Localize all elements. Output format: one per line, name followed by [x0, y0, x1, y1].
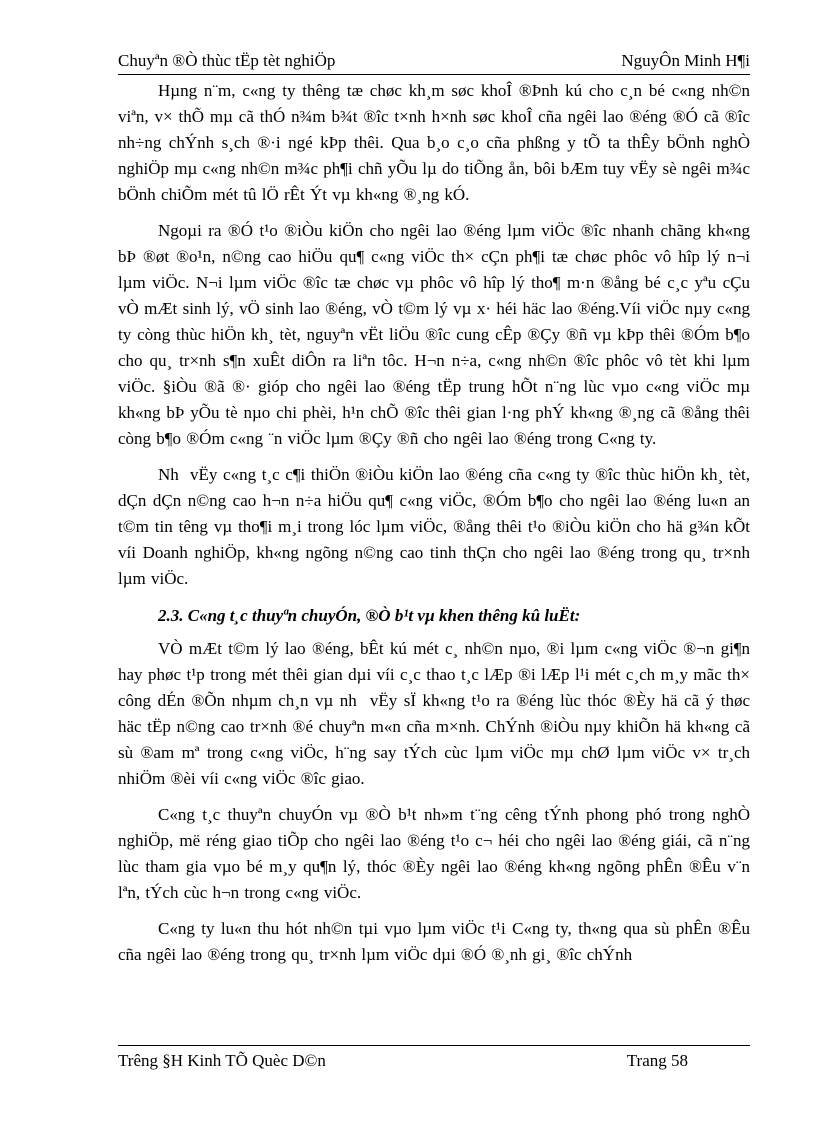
header-title: Chuyªn ®Ò thùc tËp tèt nghiÖp [118, 51, 336, 70]
paragraph-1: Hµng n¨m, c«ng ty thêng tæ chøc kh¸m søc khoÎ ®Þnh kú cho c¸n bé c«ng nh©n viªn, v× thÕ mµ cã thÓ n¾m b¾t ®îc t×nh h×nh søc khoÎ cña ngêi lao ®éng ®Ó cã ®îc nh÷ng chÝnh s¸ch ®·i ngé kÞp thêi. Qua b¸o c¸o cña phßng y tÕ ta thÊy bÖnh nghÒ nghiÖp mµ c«ng nh©n m¾c ph¶i chñ yÕu lµ do tiÕng ån, bôi bÆm tuy vËy sè ngêi m¾c bÖnh chiÕm mét tû lÖ rÊt Ýt vµ kh«ng ®¸ng kÓ. [118, 81, 750, 204]
document-body [118, 78, 750, 978]
paragraph-3: Nh vËy c«ng t¸c c¶i thiÖn ®iÒu kiÖn lao ®éng cña c«ng ty ®îc thùc hiÖn kh¸ tèt, dÇn dÇn n©ng cao h¬n n÷a hiÖu qu¶ c«ng viÖc, ®Óm b¶o cho ngêi lao ®éng lu«n an t©m tin têng vµ tho¶i m¸i trong lóc lµm viÖc, ®ång thêi t¹o ®iÒu kiÖn cho hä g¾n kÕt víi Doanh nghiÖp, kh«ng ngõng n©ng cao tinh thÇn cho ngêi lao ®éng trong qu¸ tr×nh lµm viÖc. [118, 465, 750, 588]
footer-school: Trêng §H Kinh TÕ Quèc D©n [118, 1051, 326, 1070]
page-footer [118, 1045, 750, 1074]
header-author: NguyÔn Minh H¶i [621, 51, 750, 70]
paragraph-4: VÒ mÆt t©m lý lao ®éng, bÊt kú mét c¸ nh©n nµo, ®i lµm c«ng viÖc ®¬n gi¶n hay phøc t¹p trong mét thêi gian dµi víi c¸c thao t¸c lÆp ®i lÆp l¹i mét c¸ch m¸y mãc th× công dÉn ®Õn nhµm ch¸n vµ nh vËy sÏ kh«ng t¹o ra ®éng lùc thóc ®Èy hä cã ý thøc häc tËp n©ng cao tr×nh ®é chuyªn m«n cña m×nh. ChÝnh ®iÒu nµy khiÕn hä kh«ng cã sù ®am mª trong c«ng viÖc, h¨ng say tÝch cùc lµm viÖc mµ chØ lµm viÖc v× tr¸ch nhiÖm ®èi víi c«ng viÖc ®îc giao. [118, 639, 750, 788]
page-header [118, 50, 750, 75]
paragraph-5: C«ng t¸c thuyªn chuyÓn vµ ®Ò b¹t nh»m t¨ng cêng tÝnh phong phó trong nghÒ nghiÖp, më réng giao tiÕp cho ngêi lao ®éng t¹o c¬ héi cho ngêi lao ®éng giái, cã n¨ng lùc tham gia vµo bé m¸y qu¶n lý, thóc ®Èy ngêi lao ®éng kh«ng ngõng phÊn ®Êu v¨n lªn, tÝch cùc h¬n trong c«ng viÖc. [118, 805, 750, 902]
page-number: Trang 58 [626, 1051, 688, 1070]
section-heading: 2.3. C«ng t¸c thuyªn chuyÓn, ®Ò b¹t vµ khen thêng kû luËt: [158, 606, 581, 625]
paragraph-2: Ngoµi ra ®Ó t¹o ®iÒu kiÖn cho ngêi lao ®éng lµm viÖc ®îc nhanh chãng kh«ng bÞ ®øt ®o¹n, n©ng cao hiÖu qu¶ c«ng viÖc th× cÇn ph¶i tæ chøc phôc vô hîp lý n¬i lµm viÖc. N¬i lµm viÖc ®îc tæ chøc vµ phôc vô hîp lý tho¶ m·n ®ång bé c¸c yªu cÇu vÒ mÆt sinh lý, vÖ sinh lao ®éng, vÒ t©m lý vµ x· héi häc lao ®éng.Víi viÖc nµy c«ng ty còng thùc hiÖn kh¸ tèt, nguyªn vËt liÖu ®îc cung cÊp ®Çy ®ñ vµ kÞp thêi ®Óm b¶o cho qu¸ tr×nh s¶n xuÊt diÔn ra liªn tôc. H¬n n÷a, c«ng nh©n ®îc phôc vô tèt khi lµm viÖc. §iÒu ®ã ®· gióp cho ngêi lao ®éng tËp trung hÕt n¨ng lùc vµo c«ng viÖc mµ kh«ng bÞ yÕu tè nµo chi phèi, h¹n chÕ ®îc thêi gian l·ng phÝ kh«ng ®¸ng cã ®ång thêi còng b¶o ®Óm c«ng ¨n viÖc lµm ®Çy ®ñ cho ngêi lao ®éng trong C«ng ty. [118, 221, 750, 448]
paragraph-6: C«ng ty lu«n thu hót nh©n tµi vµo lµm viÖc t¹i C«ng ty, th«ng qua sù phÊn ®Êu cña ngêi lao ®éng trong qu¸ tr×nh lµm viÖc dµi ®Ó ®¸nh gi¸ ®îc chÝnh [118, 919, 750, 964]
